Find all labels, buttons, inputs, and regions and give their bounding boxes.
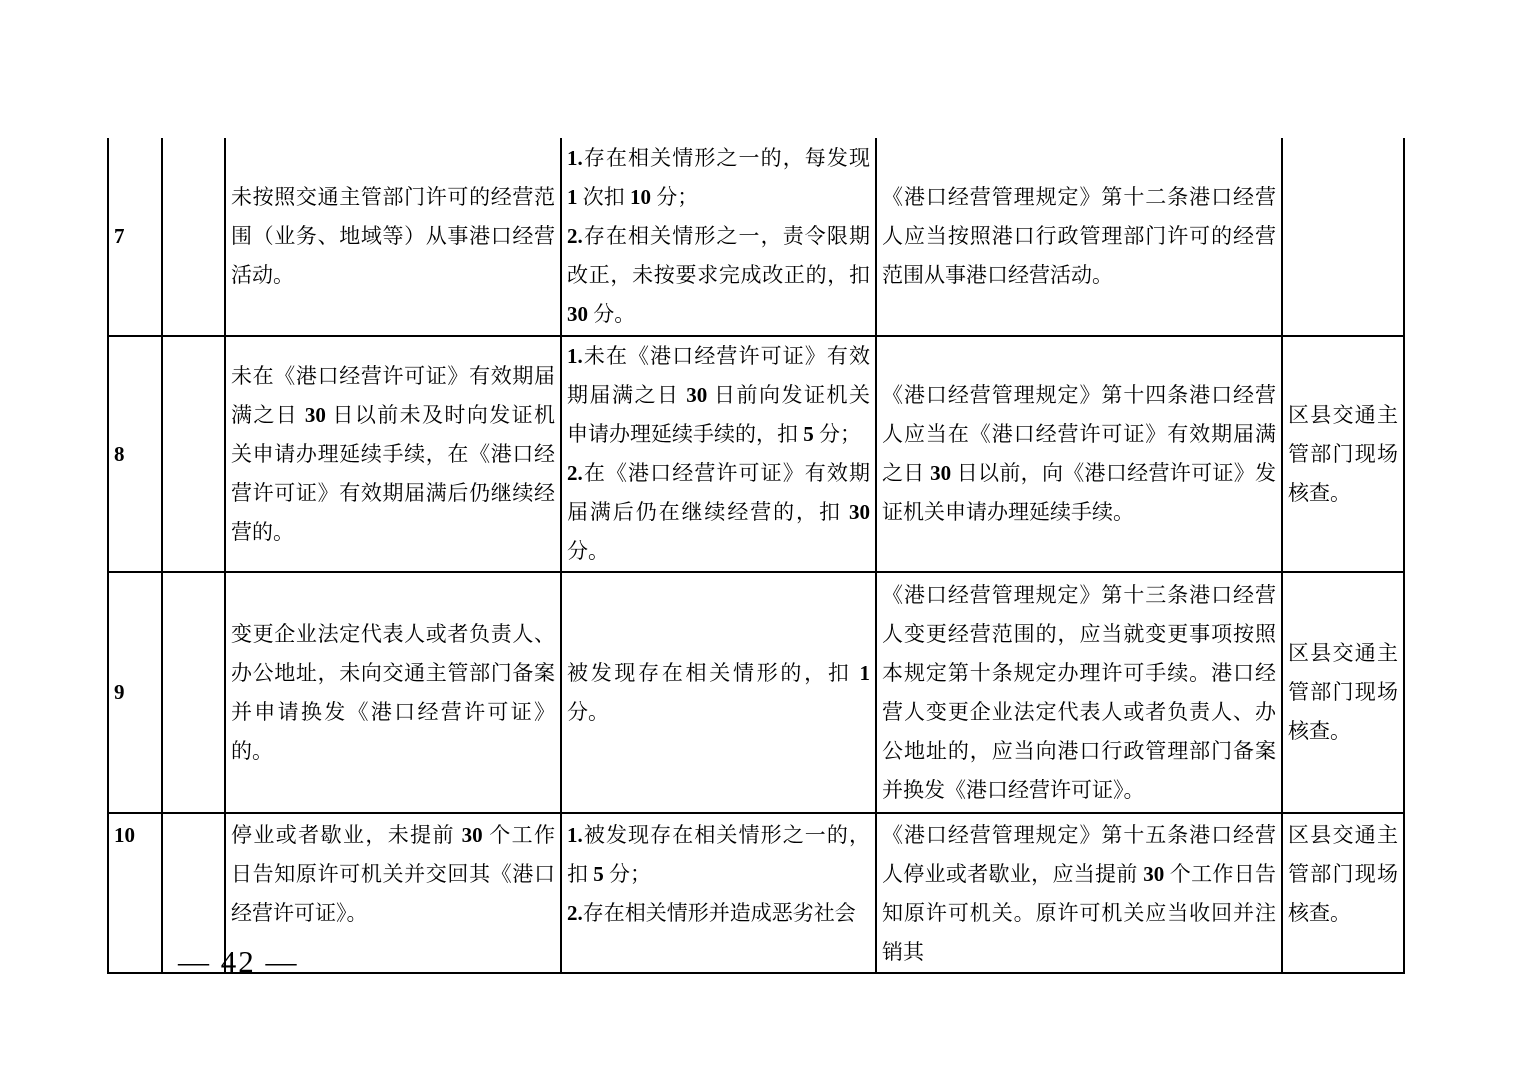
basis-cell: 《港口经营管理规定》第十三条港口经营人变更经营范围的，应当就变更事项按照本规定第十条规定办理许可手续。港口经营人变更企业法定代表人或者负责人、办公地址的，应当向港口行政管理部门备案并换发《港口经营许可证》。 [876,572,1282,813]
inspection-cell: 区县交通主管部门现场核查。 [1282,336,1404,572]
table-row-8 [108,336,1404,572]
table-row-10 [108,813,1404,973]
row-number-cell: 10 [108,813,162,973]
scoring-cell: 1.存在相关情形之一的，每发现 1 次扣 10 分； 2.存在相关情形之一，责令限期改正，未按要求完成改正的，扣 30 分。 [561,138,876,336]
scoring-cell: 1.未在《港口经营许可证》有效期届满之日 30 日前向发证机关申请办理延续手续的，扣 5 分； 2.在《港口经营许可证》有效期届满后仍在继续经营的，扣 30 分。 [561,336,876,572]
row-number-cell: 8 [108,336,162,572]
table-row-9 [108,572,1404,813]
scoring-cell: 被发现存在相关情形的，扣 1 分。 [561,572,876,813]
row-number-cell: 7 [108,138,162,336]
assessment-table [107,138,1405,974]
scoring-cell: 1.被发现存在相关情形之一的，扣 5 分； 2.存在相关情形并造成恶劣社会 [561,813,876,973]
basis-cell: 《港口经营管理规定》第十五条港口经营人停业或者歇业，应当提前 30 个工作日告知原许可机关。原许可机关应当收回并注销其 [876,813,1282,973]
violation-cell: 变更企业法定代表人或者负责人、办公地址，未向交通主管部门备案并申请换发《港口经营许可证》的。 [225,572,561,813]
inspection-cell: 区县交通主管部门现场核查。 [1282,813,1404,973]
violation-cell: 停业或者歇业，未提前 30 个工作日告知原许可机关并交回其《港口经营许可证》。 [225,813,561,973]
category-cell [162,336,225,572]
category-cell [162,572,225,813]
basis-cell: 《港口经营管理规定》第十四条港口经营人应当在《港口经营许可证》有效期届满之日 30 日以前，向《港口经营许可证》发证机关申请办理延续手续。 [876,336,1282,572]
violation-cell: 未按照交通主管部门许可的经营范围（业务、地域等）从事港口经营活动。 [225,138,561,336]
inspection-cell: 区县交通主管部门现场核查。 [1282,572,1404,813]
table-row-7 [108,138,1404,336]
inspection-cell [1282,138,1404,336]
violation-cell: 未在《港口经营许可证》有效期届满之日 30 日以前未及时向发证机关申请办理延续手续，在《港口经营许可证》有效期届满后仍继续经营的。 [225,336,561,572]
basis-cell: 《港口经营管理规定》第十二条港口经营人应当按照港口行政管理部门许可的经营范围从事港口经营活动。 [876,138,1282,336]
page-number: — 42 — [178,944,299,979]
category-cell [162,138,225,336]
row-number-cell: 9 [108,572,162,813]
